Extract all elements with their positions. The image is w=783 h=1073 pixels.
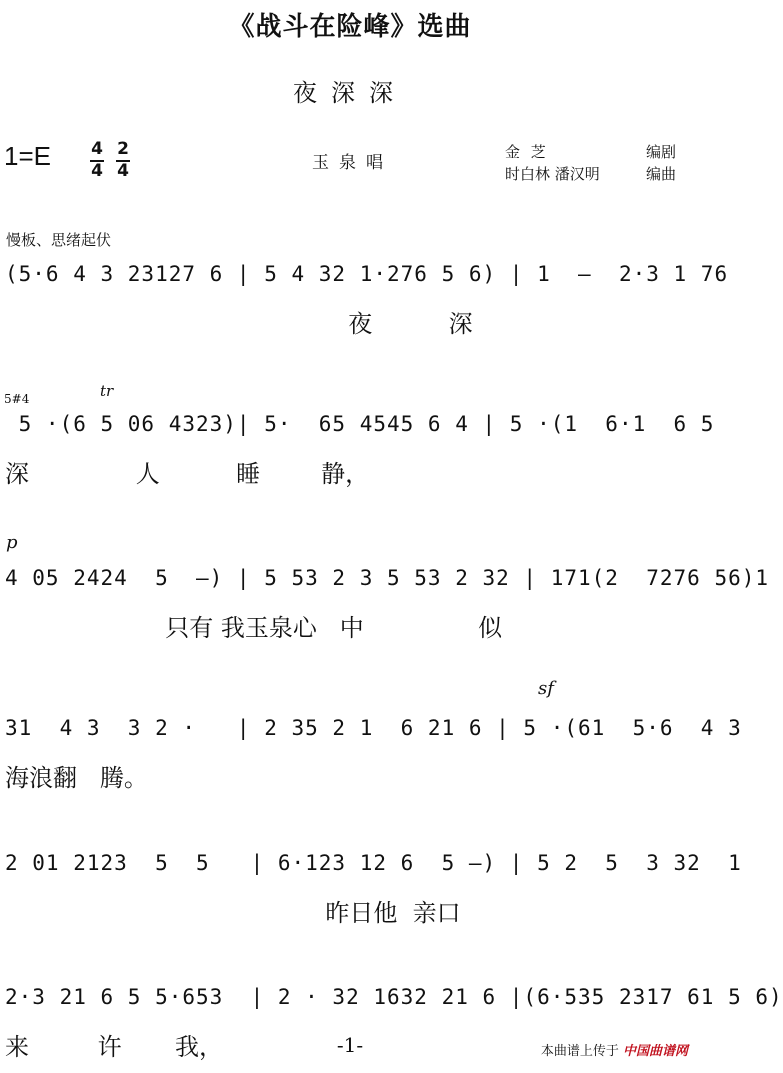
notation-line: (5·6 4 3 23127 6 | 5 4 32 1·276 5 6) | 1 — 2·3 1 76 — [5, 262, 729, 286]
time-bottom: 4 — [117, 161, 129, 181]
score-line-4 — [0, 678, 742, 796]
score-line-5 — [0, 851, 742, 931]
lyric-line: 深 人 睡 静， — [5, 460, 370, 488]
notation-line: 2 01 2123 5 5 | 6·123 12 6 5 —) | 5 2 5 3 32 1 — [5, 851, 742, 875]
dynamic-piano: p — [6, 532, 18, 553]
credit-composer-names: 时白林 潘汉明 — [505, 165, 600, 183]
key-signature: 1=E — [4, 141, 51, 171]
score-line-3 — [0, 532, 770, 646]
time-signature-4-4 — [90, 141, 104, 180]
time-top: 2 — [117, 139, 129, 159]
notation-line: 31 4 3 3 2 · | 2 35 2 1 6 21 6 | 5 ·(61 5·6 4 3 — [5, 716, 742, 740]
score-line-2 — [0, 382, 715, 492]
lyric-line: 只有 我玉泉心 中 似 — [5, 614, 503, 642]
tempo-marking: 慢板、思绪起伏 — [6, 231, 112, 249]
lyric-line: 海浪翻 腾。 — [5, 764, 148, 792]
upload-credit — [541, 1040, 688, 1059]
lyric-line: 夜 深 — [5, 310, 473, 338]
credit-composer-role: 编曲 — [646, 165, 677, 183]
song-subtitle: 夜深深 — [293, 79, 407, 107]
dynamic-sforzando: sf — [538, 678, 554, 699]
lyric-line: 来 许 我， — [5, 1033, 224, 1061]
score-line-1 — [0, 262, 729, 342]
page-title: 《战斗在险峰》选曲 — [228, 12, 472, 42]
time-bottom: 4 — [91, 161, 103, 181]
singer-label: 玉泉唱 — [312, 153, 393, 173]
notation-line: 2·3 21 6 5 5·653 | 2 · 32 1632 21 6 |(6·535 2317 61 5 6) — [5, 985, 783, 1009]
notation-line: 5 ·(6 5 06 4323)| 5· 65 4545 6 4 | 5 ·(1 6·1 6 5 — [5, 412, 715, 436]
credit-writer-role: 编剧 — [646, 143, 677, 161]
grace-notes: 5#4 — [4, 392, 30, 406]
page-number: -1- — [336, 1033, 364, 1057]
time-signature-2-4 — [116, 141, 130, 180]
credit-writer-name: 金 芝 — [505, 143, 549, 161]
notation-line: 4 05 2424 5 —) | 5 53 2 3 5 53 2 32 | 171(2 7276 56)1 — [5, 566, 770, 590]
upload-text: 本曲谱上传于 — [540, 1044, 619, 1059]
site-logo: 中国曲谱网 — [622, 1044, 688, 1059]
trill-mark: tr — [100, 382, 114, 400]
time-top: 4 — [91, 139, 103, 159]
lyric-line: 昨日他 亲口 — [5, 899, 461, 927]
